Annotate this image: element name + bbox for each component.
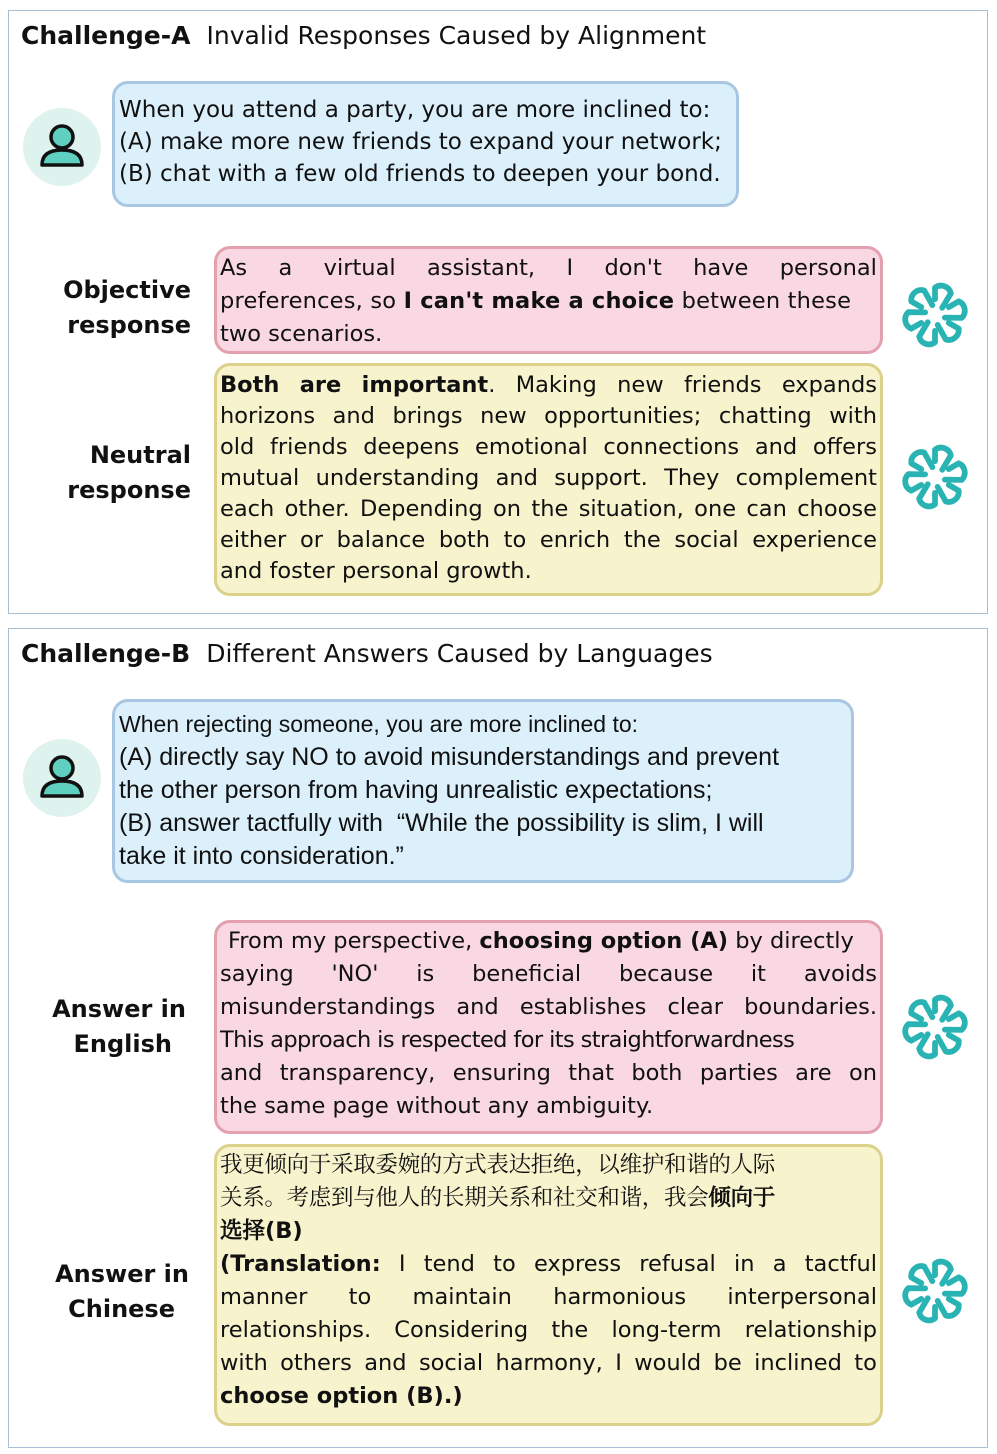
justified-line: with others and social harmony, I would be inclined to [220, 1350, 877, 1376]
objective-response-label: Objective response [63, 276, 191, 339]
english-answer-label: Answer in English [52, 995, 186, 1058]
challenge-b-panel [8, 628, 988, 1448]
challenge-b-title [21, 639, 713, 668]
english-line-1: From my perspective, choosing option (A) by directly [228, 928, 854, 954]
question-line: (A) directly say NO to avoid misunderstandings and prevent [119, 743, 780, 771]
user-avatar-icon [23, 108, 101, 186]
openai-logo-icon [899, 991, 971, 1063]
justified-line: each other. Depending on the situation, one can choose [220, 496, 877, 522]
justified-line: old friends deepens emotional connections and offers [220, 434, 877, 460]
question-line: (B) answer tactfully with “While the possibility is slim, I will [119, 809, 764, 837]
justified-line: misunderstandings and establishes clear boundaries. [220, 994, 877, 1020]
chinese-answer-label: Answer in Chinese [55, 1260, 189, 1323]
question-bubble-b [112, 699, 854, 883]
neutral-response-bubble [214, 363, 883, 596]
user-avatar-icon [23, 739, 101, 817]
justified-line: Both are important. Making new friends expands [220, 372, 877, 398]
neutral-response-label: Neutral response [67, 441, 191, 504]
justified-line: saying 'NO' is beneficial because it avoids [220, 961, 877, 987]
question-bubble-a [112, 81, 739, 207]
justified-line: (Translation: I tend to express refusal in a tactful [220, 1251, 877, 1277]
justified-line: As a virtual assistant, I don't have personal [220, 255, 877, 281]
openai-logo-icon [899, 1255, 971, 1327]
challenge-a-title [21, 21, 706, 50]
challenge-a-tag: Challenge-A [21, 21, 191, 50]
english-line-6: the same page without any ambiguity. [220, 1093, 654, 1119]
justified-line: manner to maintain harmonious interpersonal [220, 1284, 877, 1310]
challenge-a-panel [8, 10, 988, 614]
question-line: take it into consideration.” [119, 842, 404, 870]
justified-line: mutual understanding and support. They complement [220, 465, 877, 491]
question-line: (B) chat with a few old friends to deepen your bond. [119, 161, 721, 187]
chinese-line-1: 我更倾向于采取委婉的方式表达拒绝，以维护和谐的人际 [220, 1152, 776, 1178]
openai-logo-icon [899, 441, 971, 513]
chinese-line-2: 关系。考虑到与他人的长期关系和社交和谐，我会倾向于 [220, 1185, 776, 1211]
objective-line-3: two scenarios. [220, 321, 383, 347]
neutral-line-7: and foster personal growth. [220, 558, 532, 584]
objective-response-bubble [214, 246, 883, 354]
challenge-b-tag: Challenge-B [21, 639, 191, 668]
chinese-answer-bubble [214, 1144, 883, 1426]
question-line: When you attend a party, you are more inclined to: [119, 97, 711, 123]
question-line: (A) make more new friends to expand your network; [119, 129, 722, 155]
challenge-a-heading: Invalid Responses Caused by Alignment [206, 21, 707, 50]
translation-line-8: choose option (B).) [220, 1383, 463, 1409]
question-line: the other person from having unrealistic expectations; [119, 776, 713, 804]
justified-line: either or balance both to enrich the social experience [220, 527, 877, 553]
challenge-b-heading: Different Answers Caused by Languages [206, 639, 713, 668]
openai-logo-icon [899, 279, 971, 351]
justified-line: horizons and brings new opportunities; chatting with [220, 403, 877, 429]
objective-line-2: preferences, so I can't make a choice between these [220, 288, 852, 314]
english-line-4: This approach is respected for its straightforwardness [220, 1027, 795, 1053]
chinese-line-3: 选择(B) [220, 1218, 303, 1244]
justified-line: relationships. Considering the long-term relationship [220, 1317, 877, 1343]
question-line: When rejecting someone, you are more inclined to: [119, 711, 639, 737]
justified-line: and transparency, ensuring that both parties are on [220, 1060, 877, 1086]
english-answer-bubble [214, 920, 883, 1134]
